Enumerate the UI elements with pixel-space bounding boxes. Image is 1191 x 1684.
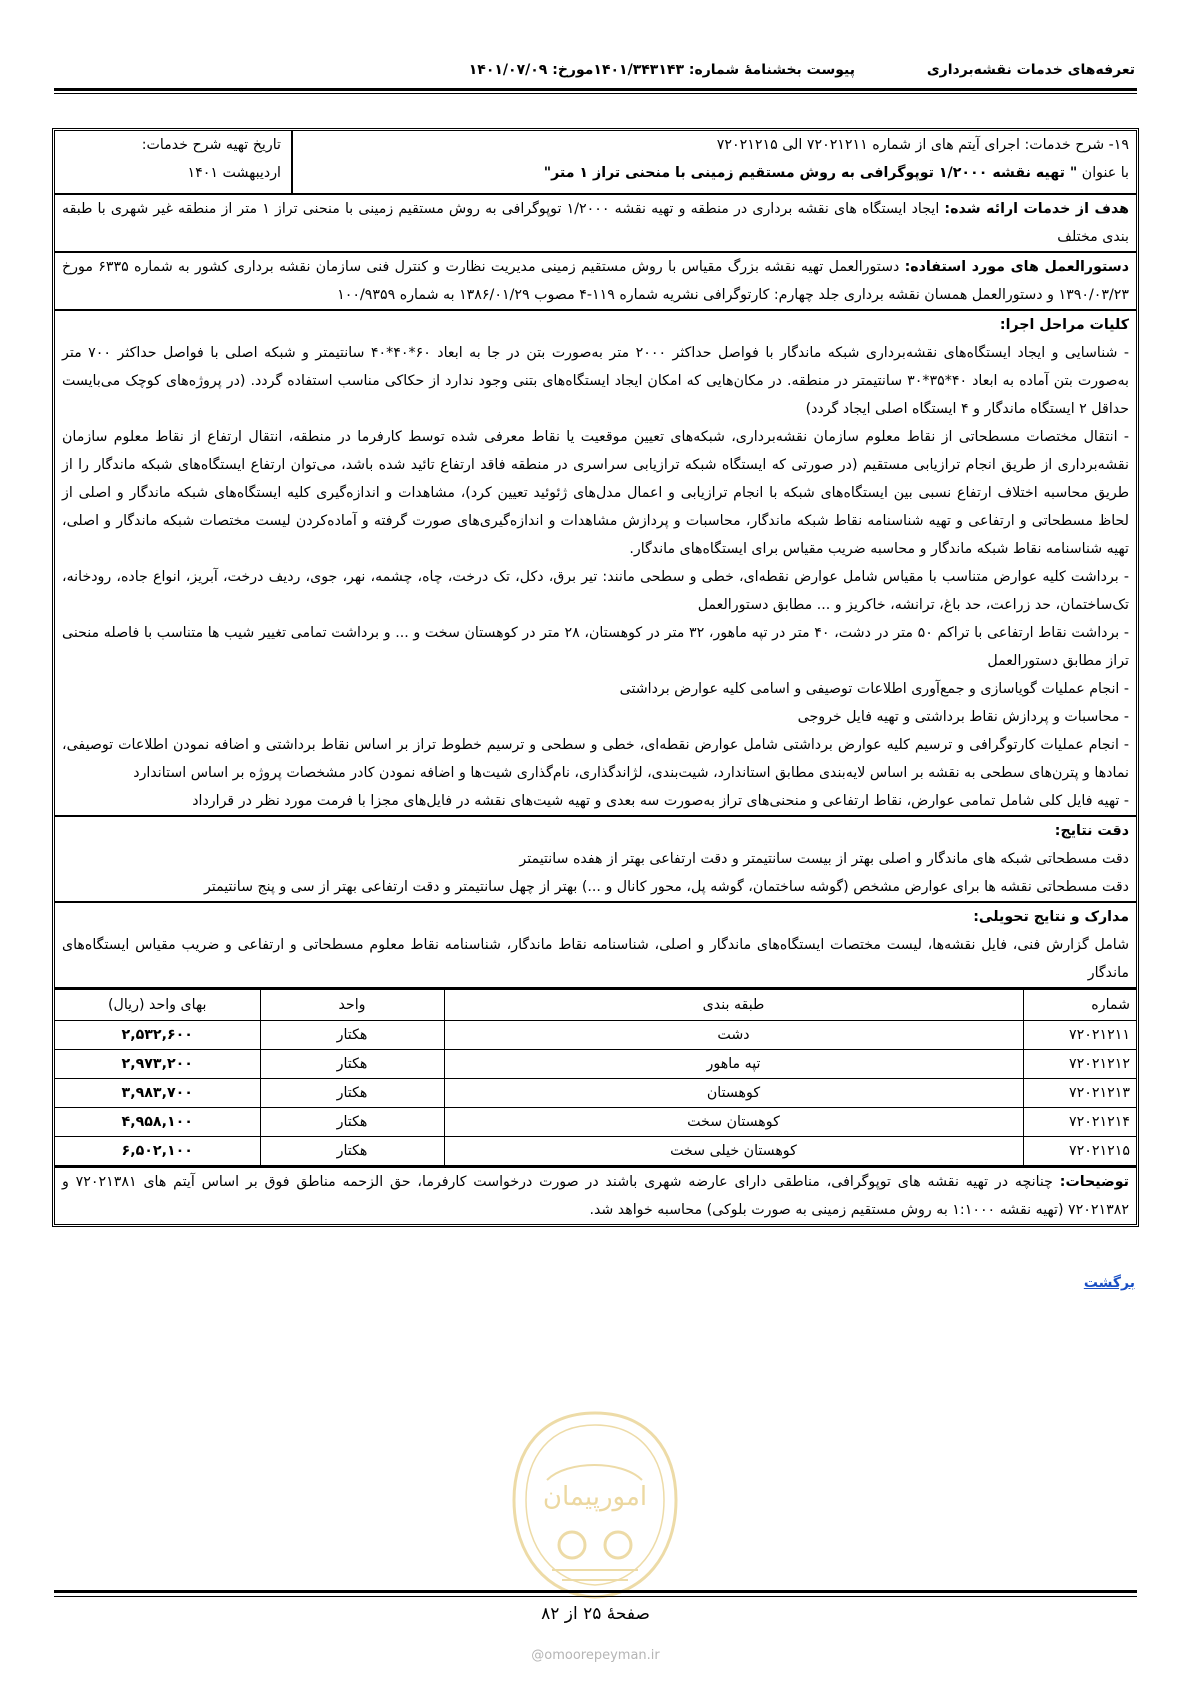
deliverables-section [55,903,1136,989]
item-code: ۷۲۰۲۱۲۱۲ [1023,1050,1136,1079]
footer-rule [54,1590,1137,1593]
page-number: صفحهٔ ۲۵ از ۸۲ [541,1604,650,1624]
instructions-label: دستورالعمل های مورد استفاده: [904,259,1129,275]
deliverables-title: مدارک و نتایج تحویلی: [973,909,1129,925]
notes-label: توضیحات: [1059,1174,1129,1190]
item-category: کوهستان سخت [444,1108,1023,1137]
step-item: - انتقال مختصات مسطحاتی از نقاط معلوم سازمان نقشه‌برداری، شبکه‌های تعیین موقعیت یا نقاط معرفی شده توسط کارفرما در منطقه، انتقال ارتفاع از نقاط معلوم سازمان نقشه‌برداری از طریق انجام ترازیابی مستقیم (در صورتی که ایستگاه شبکه ترازیابی سراسری در منطقه فاقد ارتفاع تائید شده باشد، می‌توان ارتفاع ایستگاه‌های شبکه ماندگار را از طریق محاسبه اختلاف ارتفاع نسبی بین ایستگاه‌های شبکه با انجام ترازیابی و اعمال مدل‌های ژئوئید تعیین کرد)، مشاهدات و اندازه‌گیری کلیه ایستگاه‌های شبکه ماندگار و اصلی از لحاظ مسطحاتی و ارتفاعی و تهیه شناسنامه نقاط شبکه ماندگار، محاسبات و پردازش مشاهدات و اندازه‌گیری‌های صورت گرفته و آماده‌کردن لیست مختصات شبکه ماندگار و اصلی، تهیه شناسنامه نقاط شبکه ماندگار و محاسبه ضریب مقیاس برای ایستگاه‌های ماندگار. [62,429,1129,557]
step-item: - محاسبات و پردازش نقاط برداشتی و تهیه فایل خروجی [797,709,1129,725]
step-item: - تهیه فایل کلی شامل تمامی عوارض، نقاط ارتفاعی و منحنی‌های تراز به‌صورت سه بعدی و تهیه شیت‌های نقشه در فایل‌های مجزا با فرمت مورد نظر در قرارداد [192,793,1129,809]
goal-text: ایجاد ایستگاه های نقشه برداری در منطقه و تهیه نقشه ۱/۲۰۰۰ توپوگرافی به روش مستقیم زمینی با منحنی تراز ۱ متر از منطقه غیر شهری با طبقه بندی مختلف [62,201,1129,245]
table-row [55,1050,1136,1079]
notes-section [55,1168,1136,1224]
footer-rule-thin [54,1596,1137,1597]
page-header [56,58,1135,84]
service-date-cell [55,131,291,193]
item-category: کوهستان [444,1079,1023,1108]
col-header-unit: واحد [260,990,444,1021]
service-title-prefix: با عنوان [1077,165,1129,181]
service-line-2 [300,159,1129,187]
accuracy-title: دقت نتایج: [1054,823,1129,839]
col-header-code: شماره [1023,990,1136,1021]
header-rule [54,88,1137,91]
item-code: ۷۲۰۲۱۲۱۱ [1023,1021,1136,1050]
goal-section [55,195,1136,253]
header-rule-thin [54,93,1137,94]
item-price: ۲,۹۷۳,۲۰۰ [55,1050,260,1079]
table-row [55,1021,1136,1050]
service-description [291,131,1136,193]
notes-text: چنانچه در تهیه نقشه های توپوگرافی، مناطقی دارای عارضه شهری باشند در صورت درخواست کارفرما، حق الزحمه مناطق فوق بر اساس آیتم های ۷۲۰۲۱۳۸۱ و ۷۲۰۲۱۳۸۲ (تهیه نقشه ۱:۱۰۰۰ به روش مستقیم زمینی به صورت بلوکی) محاسبه خواهد شد. [62,1174,1129,1218]
item-code: ۷۲۰۲۱۲۱۵ [1023,1137,1136,1166]
accuracy-section [55,817,1136,903]
instructions-section [55,253,1136,311]
step-item: - شناسایی و ایجاد ایستگاه‌های نقشه‌برداری شبکه ماندگار با فواصل حداکثر ۲۰۰۰ متر به‌صورت بتن در جا به ابعاد ۶۰*۴۰*۴۰ سانتیمتر و شبکه اصلی با فواصل حداکثر ۷۰۰ متر به‌صورت بتن آماده به ابعاد ۴۰*۳۵*۳۰ سانتیمتر در منطقه. در مکان‌هایی که امکان ایجاد ایستگاه‌های بتنی وجود ندارد از حکاکی مناسب استفاده گردد. (در پروژه‌های کوچک می‌بایست حداقل ۲ ایستگاه ماندگار و ۴ ایستگاه اصلی ایجاد گردد) [62,345,1129,417]
service-date-value: اردیبهشت ۱۴۰۱ [187,165,281,181]
item-price: ۲,۵۳۲,۶۰۰ [55,1021,260,1050]
table-row [55,1079,1136,1108]
header-attachment: پیوست بخشنامهٔ شماره: ۱۴۰۱/۳۴۳۱۴۳مورخ: ۱۴۰۱/۰۷/۰۹ [468,62,855,78]
item-code: ۷۲۰۲۱۲۱۳ [1023,1079,1136,1108]
price-table-wrap [55,989,1136,1168]
service-sheet [52,128,1139,1227]
step-item: - برداشت نقاط ارتفاعی با تراکم ۵۰ متر در دشت، ۴۰ متر در تپه ماهور، ۳۲ متر در کوهستان، ۲۸ متر در کوهستان سخت و ... و برداشت تمامی تغییر شیب ها متناسب با فاصله منحنی تراز مطابق دستورالعمل [62,625,1129,669]
col-header-category: طبقه بندی [444,990,1023,1021]
goal-label: هدف از خدمات ارائه شده: [944,201,1129,217]
table-row [55,1137,1136,1166]
item-price: ۴,۹۵۸,۱۰۰ [55,1108,260,1137]
price-table [55,989,1136,1166]
item-unit: هکتار [260,1079,444,1108]
item-category: تپه ماهور [444,1050,1023,1079]
deliverables-text: شامل گزارش فنی، فایل نقشه‌ها، لیست مختصات ایستگاه‌های ماندگار و اصلی، شناسنامه نقاط ماندگار، شناسنامه نقاط معلوم مسطحاتی و ارتفاعی و ضریب مقیاس ایستگاه‌های ماندگار [62,937,1129,981]
accuracy-line: دقت مسطحاتی نقشه ها برای عوارض مشخص (گوشه ساختمان، گوشه پل، محور کانال و ...) بهتر از چهل سانتیمتر و دقت ارتفاعی بهتر از سی و پنج سانتیمتر [203,879,1129,895]
step-item: - انجام عملیات کارتوگرافی و ترسیم کلیه عوارض برداشتی شامل عوارض نقطه‌ای، خطی و سطحی و ترسیم خطوط تراز بر اساس نقاط برداشتی و اضافه نمودن اطلاعات توصیفی، نمادها و پترن‌های سطحی به نقشه بر اساس لایه‌بندی مطابق استاندارد، شیت‌بندی، لژاندگذاری، نام‌گذاری شیت‌ها و اضافه نمودن کادر مشخصات پروژه بر اساس استاندارد [62,737,1129,781]
table-header-row [55,990,1136,1021]
step-item: - برداشت کلیه عوارض متناسب با مقیاس شامل عوارض نقطه‌ای، خطی و سطحی مانند: تیر برق، دکل، تک درخت، چاه، چشمه، نهر، جوی، ردیف درخت، آبریز، انواع جاده، رودخانه، تک‌ساختمان، حد زراعت، حد باغ، ترانشه، خاکریز و ... مطابق دستورالعمل [62,569,1129,613]
steps-section [55,311,1136,817]
service-row [55,131,1136,195]
item-unit: هکتار [260,1021,444,1050]
item-unit: هکتار [260,1050,444,1079]
item-category: کوهستان خیلی سخت [444,1137,1023,1166]
item-unit: هکتار [260,1108,444,1137]
item-category: دشت [444,1021,1023,1050]
step-item: - انجام عملیات گویاسازی و جمع‌آوری اطلاعات توصیفی و اسامی کلیه عوارض برداشتی [619,681,1129,697]
instructions-text: دستورالعمل تهیه نقشه بزرگ مقیاس با روش مستقیم زمینی مدیریت نظارت و کنترل فنی سازمان نقشه برداری کشور به شماره ۶۳۳۵ مورخ ۱۳۹۰/۰۳/۲۳ و دستورالعمل همسان نقشه برداری جلد چهارم: کارتوگرافی نشریه شماره ۱۱۹-۴ مصوب ۱۳۸۶/۰۱/۲۹ به شماره ۱۰۰/۹۳۵۹ [62,259,1129,303]
back-link[interactable]: برگشت [1083,1275,1135,1291]
item-price: ۳,۹۸۳,۷۰۰ [55,1079,260,1108]
header-title: تعرفه‌های خدمات نقشه‌برداری [926,62,1135,78]
item-unit: هکتار [260,1137,444,1166]
service-line-1: ۱۹- شرح خدمات: اجرای آیتم های از شماره ۷۲۰۲۱۲۱۱ الی ۷۲۰۲۱۲۱۵ [716,137,1129,153]
service-date-label: تاریخ تهیه شرح خدمات: [141,137,281,153]
table-row [55,1108,1136,1137]
accuracy-line: دقت مسطحاتی شبکه های ماندگار و اصلی بهتر از بیست سانتیمتر و دقت ارتفاعی بهتر از هفده سانتیمتر [519,851,1129,867]
item-price: ۶,۵۰۲,۱۰۰ [55,1137,260,1166]
svg-text:امورپیمان: امورپیمان [542,1482,648,1512]
site-watermark: @omoorepeyman.ir [531,1648,660,1663]
col-header-price: بهای واحد (ریال) [55,990,260,1021]
seal-watermark-icon [502,1405,688,1605]
service-title: " تهیه نقشه ۱/۲۰۰۰ توپوگرافی به روش مستقیم زمینی با منحنی تراز ۱ متر" [543,165,1078,181]
steps-title: کلیات مراحل اجرا: [999,317,1129,333]
item-code: ۷۲۰۲۱۲۱۴ [1023,1108,1136,1137]
